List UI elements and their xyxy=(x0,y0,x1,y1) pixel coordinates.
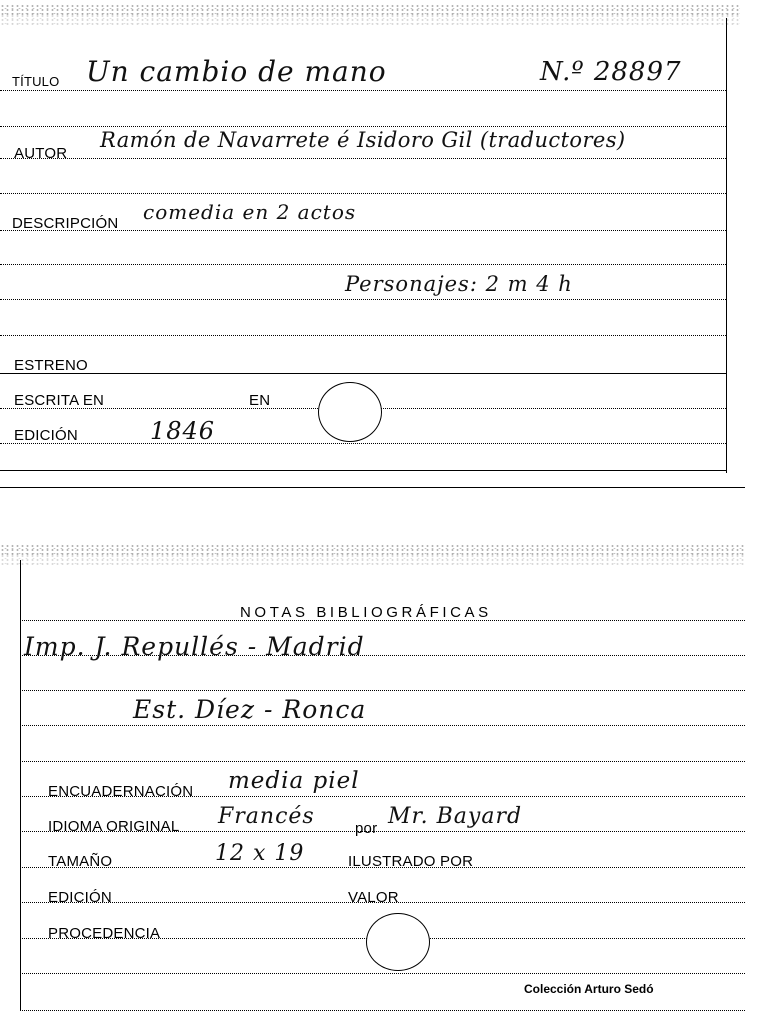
punch-hole xyxy=(366,913,430,971)
procedencia-label: PROCEDENCIA xyxy=(48,925,161,942)
catalog-card-top xyxy=(0,0,759,495)
personajes-value: Personajes: 2 m 4 h xyxy=(345,272,573,296)
collection-stamp: Colección Arturo Sedó xyxy=(524,982,654,996)
note-line-1: Imp. J. Repullés - Madrid xyxy=(24,632,365,661)
card-edge-speckle xyxy=(0,554,745,566)
idioma-label: IDIOMA ORIGINAL xyxy=(48,818,180,835)
catalog-number: N.º 28897 xyxy=(540,57,682,87)
escrita-en-label: ESCRITA EN xyxy=(14,392,105,409)
descripcion-value: comedia en 2 actos xyxy=(143,200,357,224)
edicion-label: EDICIÓN xyxy=(14,427,78,444)
encuadernacion-label: ENCUADERNACIÓN xyxy=(48,783,194,800)
tamano-value: 12 x 19 xyxy=(215,841,305,866)
autor-label: AUTOR xyxy=(14,145,68,162)
note-line-2: Est. Díez - Ronca xyxy=(133,695,367,724)
encuadernacion-value: media piel xyxy=(228,768,360,794)
titulo-label: TÍTULO xyxy=(12,74,60,89)
card-border xyxy=(20,560,21,1010)
en-label: EN xyxy=(249,392,271,409)
por-value: Mr. Bayard xyxy=(388,804,523,829)
ilustrado-label: ILUSTRADO POR xyxy=(348,853,474,870)
card-border xyxy=(726,18,727,473)
card-edge-speckle xyxy=(0,14,740,26)
punch-hole xyxy=(318,382,382,442)
notas-heading: NOTAS BIBLIOGRÁFICAS xyxy=(240,604,492,621)
catalog-card-bottom xyxy=(0,540,759,1028)
titulo-value: Un cambio de mano xyxy=(86,55,387,88)
valor-label: VALOR xyxy=(348,889,399,906)
por-label: por xyxy=(355,820,378,837)
tamano-label: TAMAÑO xyxy=(48,853,113,870)
descripcion-label: DESCRIPCIÓN xyxy=(12,215,119,232)
autor-value: Ramón de Navarrete é Isidoro Gil (traductores) xyxy=(100,128,626,152)
idioma-value: Francés xyxy=(218,804,315,829)
estreno-label: ESTRENO xyxy=(14,357,88,374)
edicion-bottom-label: EDICIÓN xyxy=(48,889,112,906)
edicion-value: 1846 xyxy=(150,417,216,445)
